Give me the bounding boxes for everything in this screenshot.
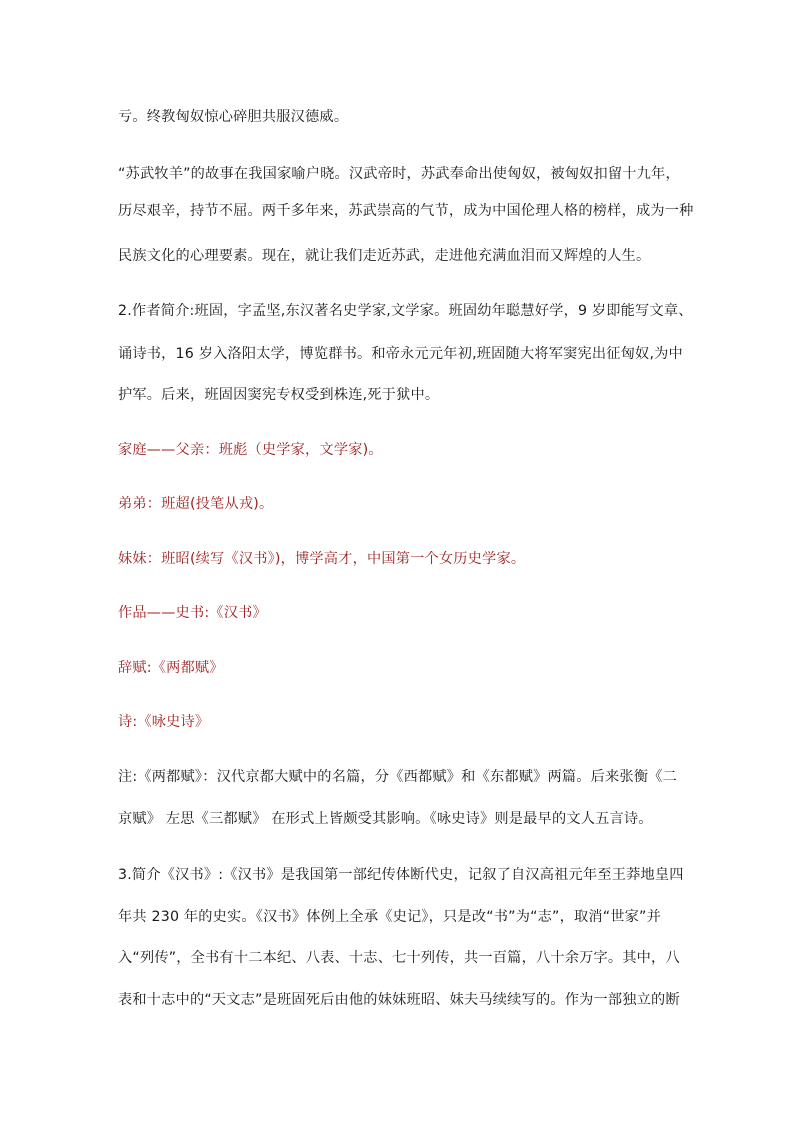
- text-line: 家庭——父亲：班彪（史学家，文学家)。: [118, 442, 383, 458]
- text-line: 表和十志中的“天文志”是班固死后由他的妹妹班昭、妹夫马续续写的。作为一部独立的断: [118, 992, 680, 1008]
- text-line: 诵诗书，16 岁入洛阳太学，博览群书。和帝永元元年初,班固随大将军窦宪出征匈奴,为中: [118, 346, 683, 362]
- text-line: 辞赋:《两都赋》: [118, 660, 224, 676]
- text-line: 护军。后来，班固因窦宪专权受到株连,死于狱中。: [118, 387, 440, 403]
- text-line: 历尽艰辛，持节不屈。两千多年来，苏武崇高的气节，成为中国伦理人格的榜样，成为一种: [118, 203, 694, 219]
- text-line: 京赋》 左思《三都赋》 在形式上皆颇受其影响。《咏史诗》则是最早的文人五言诗。: [118, 811, 653, 827]
- text-line: 3.简介《汉书》:《汉书》是我国第一部纪传体断代史，记叙了自汉高祖元年至王莽地皇四: [118, 867, 684, 883]
- text-line: “苏武牧羊”的故事在我国家喻户晓。汉武帝时，苏武奉命出使匈奴，被匈奴扣留十九年，: [118, 166, 680, 182]
- text-line: 诗:《咏史诗》: [118, 714, 210, 730]
- text-line: 作品——史书:《汉书》: [118, 605, 267, 621]
- text-line: 妹妹：班昭(续写《汉书》)，博学高才，中国第一个女历史学家。: [118, 551, 526, 567]
- text-line: 民族文化的心理要素。现在，就让我们走近苏武，走进他充满血泪而又辉煌的人生。: [118, 248, 651, 264]
- text-line: 2.作者简介:班固，字孟坚,东汉著名史学家,文学家。班固幼年聪慧好学，9 岁即能写文章、: [118, 303, 693, 319]
- text-line: 弟弟：班超(投笔从戎)。: [118, 496, 274, 512]
- text-line: 入“列传”，全书有十二本纪、八表、十志、七十列传，共一百篇，八十余万字。其中，八: [118, 950, 680, 966]
- text-line: 亏。终教匈奴惊心碎胆共服汉德威。: [118, 109, 349, 125]
- text-line: 注:《两都赋》：汉代京都大赋中的名篇，分《西都赋》和《东都赋》两篇。后来张衡《二: [118, 769, 677, 785]
- text-line: 年共 230 年的史实。《汉书》体例上全承《史记》，只是改“书”为“志”，取消“世家”并: [118, 909, 661, 925]
